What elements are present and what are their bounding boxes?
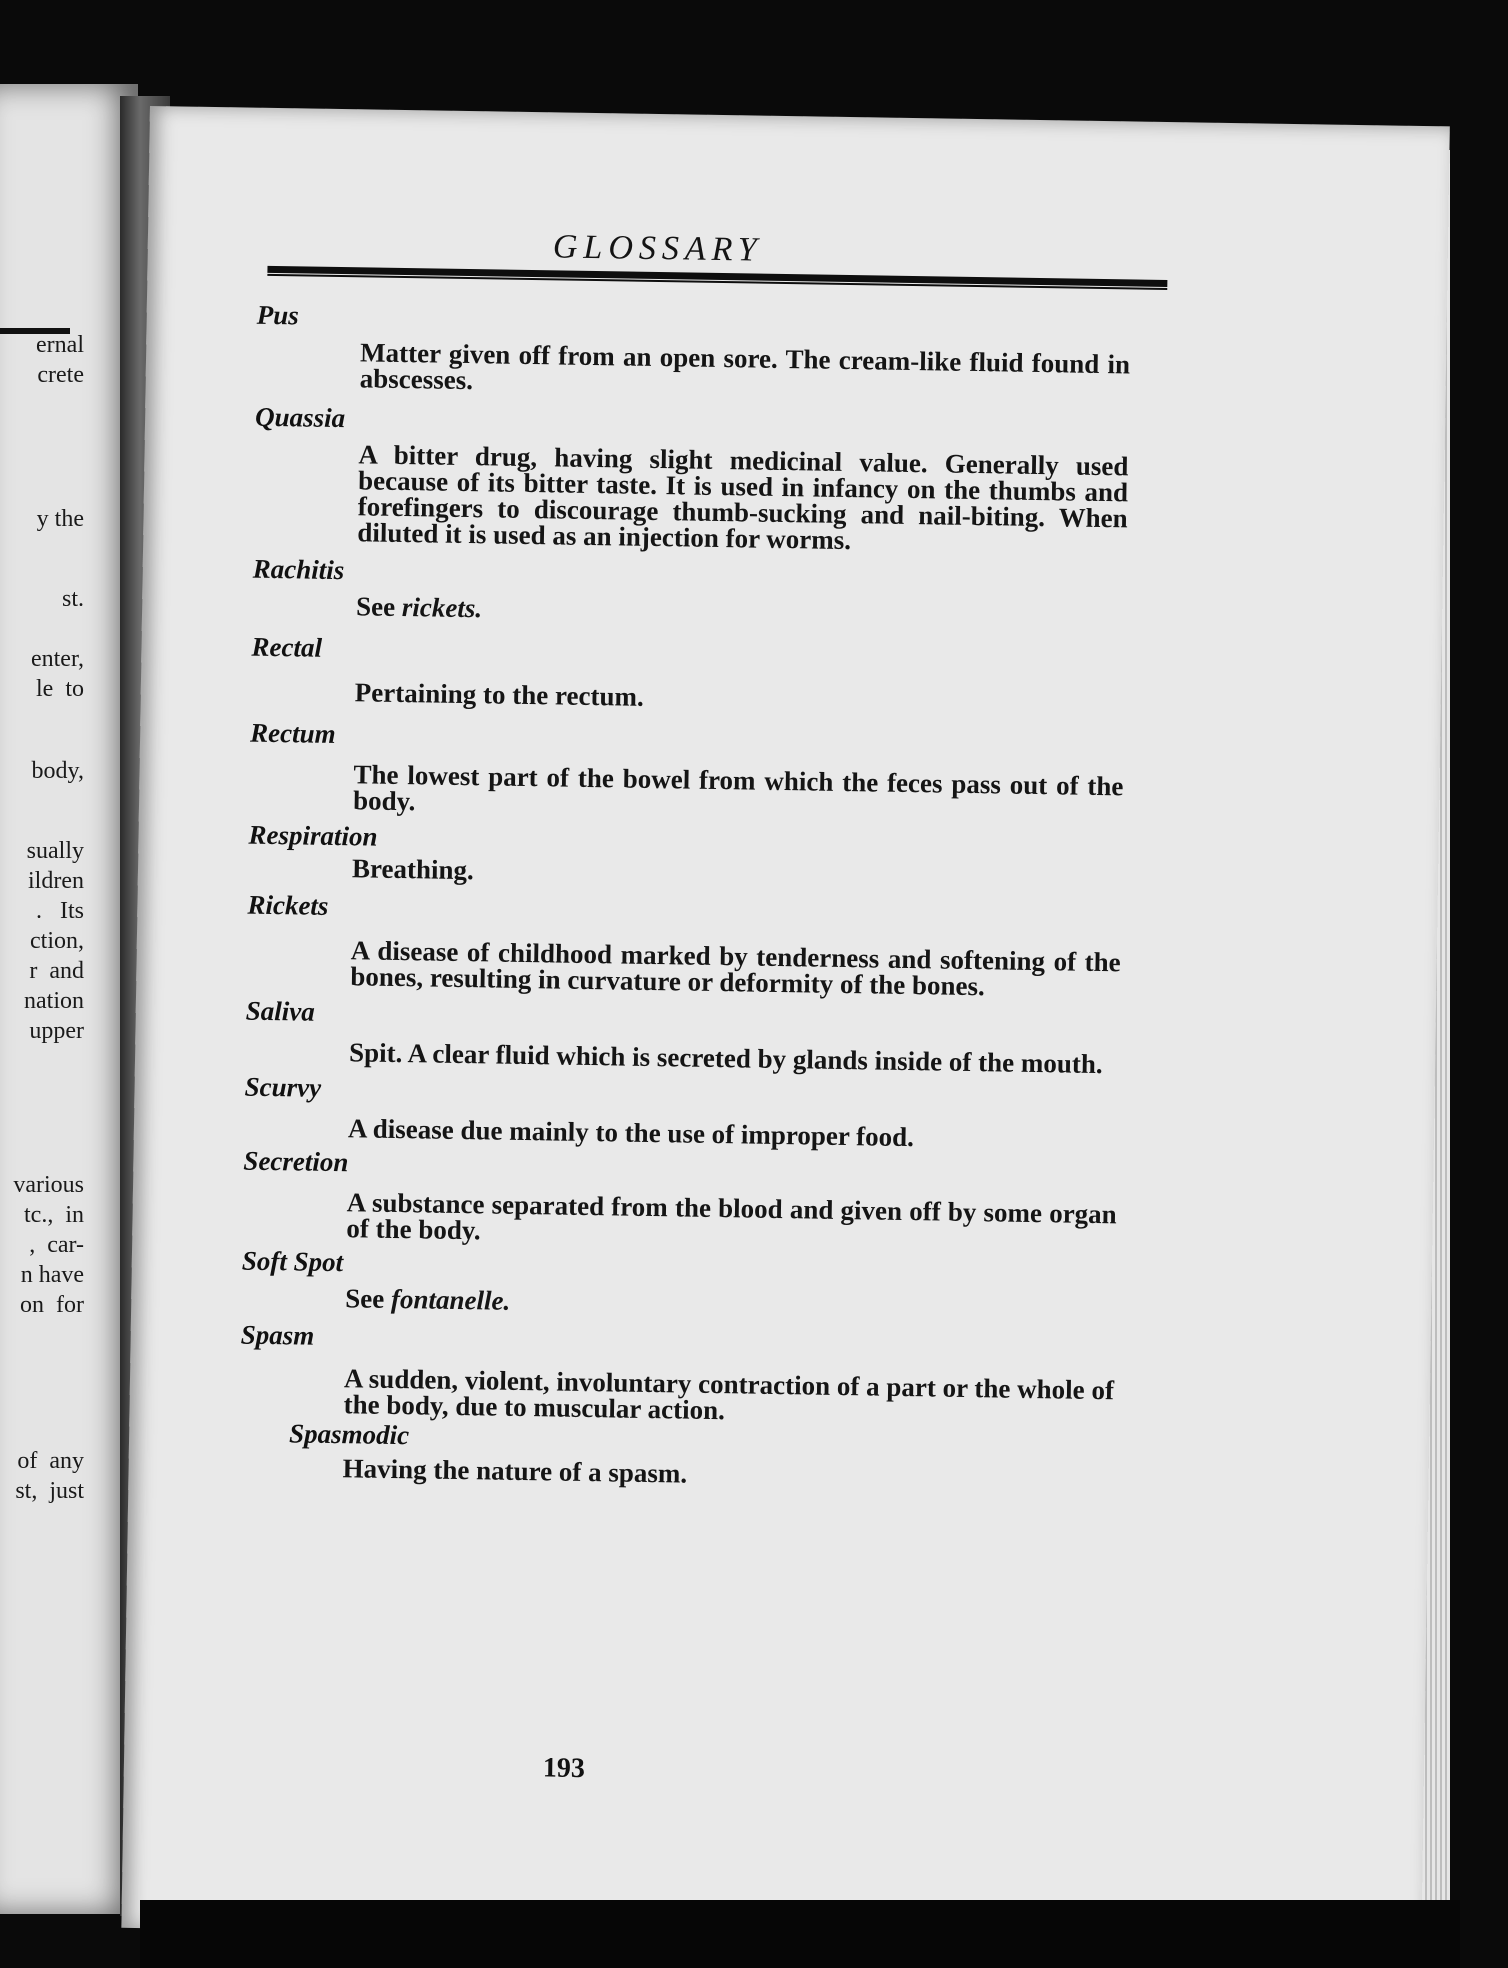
running-head: GLOSSARY <box>552 228 764 269</box>
page-number: 193 <box>542 1752 586 1785</box>
entry-definition: Matter given off from an open sore. The cream-like fluid found in abscesses. <box>359 337 1131 396</box>
left-page-fragment: , car- <box>29 1232 84 1258</box>
entry-definition: A substance separated from the blood and given off by some organ of the body. <box>346 1187 1117 1246</box>
glossary-entry <box>142 550 1343 635</box>
left-page-fragment: crete <box>37 362 84 388</box>
entry-definition: A disease due mainly to the use of improper food. <box>347 1113 915 1153</box>
glossary-entry <box>136 886 1337 1005</box>
entry-definition: A disease of childhood marked by tenderness and softening of the bones, resulting in curvature or deformity of the bones. <box>350 935 1121 1002</box>
glossary-list <box>128 296 1346 1497</box>
entry-definition: Pertaining to the rectum. <box>354 677 644 712</box>
scan-shadow <box>140 1900 1460 1968</box>
entry-definition: The lowest part of the bowel from which the feces pass out of the body. <box>352 759 1124 817</box>
glossary-entry <box>132 1142 1333 1257</box>
glossary-page <box>121 106 1449 1948</box>
entry-term: Secretion <box>243 1145 349 1178</box>
entry-term: Spasm <box>240 1319 315 1351</box>
entry-term: Soft Spot <box>241 1245 344 1278</box>
glossary-entry <box>141 628 1342 721</box>
entry-definition: A sudden, violent, involuntary contraction of a part or the whole of the body, due to muscular action. <box>343 1363 1115 1426</box>
left-facing-page <box>0 84 138 1914</box>
left-page-fragment: tc., in <box>24 1202 84 1228</box>
left-page-fragment: upper <box>29 1018 84 1044</box>
left-page-fragment: le to <box>36 676 84 702</box>
left-page-fragment: on for <box>20 1292 84 1318</box>
left-page-fragment: enter, <box>30 646 84 672</box>
glossary-entry <box>129 1316 1330 1433</box>
definition-prefix: See <box>345 1283 392 1314</box>
entry-definition: Having the nature of a spasm. <box>342 1453 688 1489</box>
glossary-entry <box>138 816 1339 897</box>
entry-term: Spasmodic <box>288 1418 410 1451</box>
left-page-fragment: r and <box>29 958 84 984</box>
glossary-entry <box>131 1242 1332 1327</box>
left-page-fragment: nation <box>24 988 84 1014</box>
left-page-fragment: body, <box>31 758 84 784</box>
cross-reference: rickets. <box>401 592 483 624</box>
left-page-fragment: ildren <box>28 868 84 894</box>
entry-definition <box>345 1285 1115 1323</box>
entry-definition: A bitter drug, having slight medicinal value. Generally used because of its bitter taste. It is used in infancy on the thumbs and forefingers to discourage thumb-sucking and nail-biting. When diluted it is used as an injection for worms. <box>357 439 1129 556</box>
glossary-entry <box>143 398 1345 561</box>
entry-term: Rectal <box>251 631 323 663</box>
entry-term: Rickets <box>247 889 329 921</box>
left-page-fragment: ernal <box>36 332 84 358</box>
entry-term: Scurvy <box>244 1071 322 1103</box>
left-page-fragment: sually <box>26 838 84 864</box>
left-page-fragment: y the <box>36 506 84 532</box>
left-page-fragment: n have <box>20 1262 84 1288</box>
entry-definition: Breathing. <box>351 853 475 886</box>
left-page-fragment: various <box>13 1172 84 1198</box>
entry-term: Respiration <box>248 819 378 852</box>
glossary-entry <box>146 296 1347 407</box>
entry-term: Rachitis <box>252 553 345 586</box>
entry-definition <box>356 593 1126 631</box>
glossary-entry <box>139 714 1340 829</box>
glossary-entry <box>135 992 1336 1081</box>
left-page-fragment: of any <box>17 1448 84 1474</box>
left-page-fragment: ction, <box>30 928 84 954</box>
entry-term: Rectum <box>249 717 336 749</box>
cross-reference: fontanelle. <box>390 1283 511 1316</box>
entry-term: Quassia <box>254 401 346 434</box>
left-page-fragment: st, just <box>15 1478 84 1504</box>
left-page-fragment: st. <box>61 586 84 612</box>
left-page-fragment: . Its <box>36 898 84 924</box>
entry-term: Saliva <box>245 995 316 1027</box>
definition-prefix: See <box>355 591 403 623</box>
entry-term: Pus <box>256 299 299 331</box>
glossary-entry <box>134 1068 1335 1157</box>
entry-definition: Spit. A clear fluid which is secreted by glands inside of the mouth. <box>348 1037 1103 1080</box>
